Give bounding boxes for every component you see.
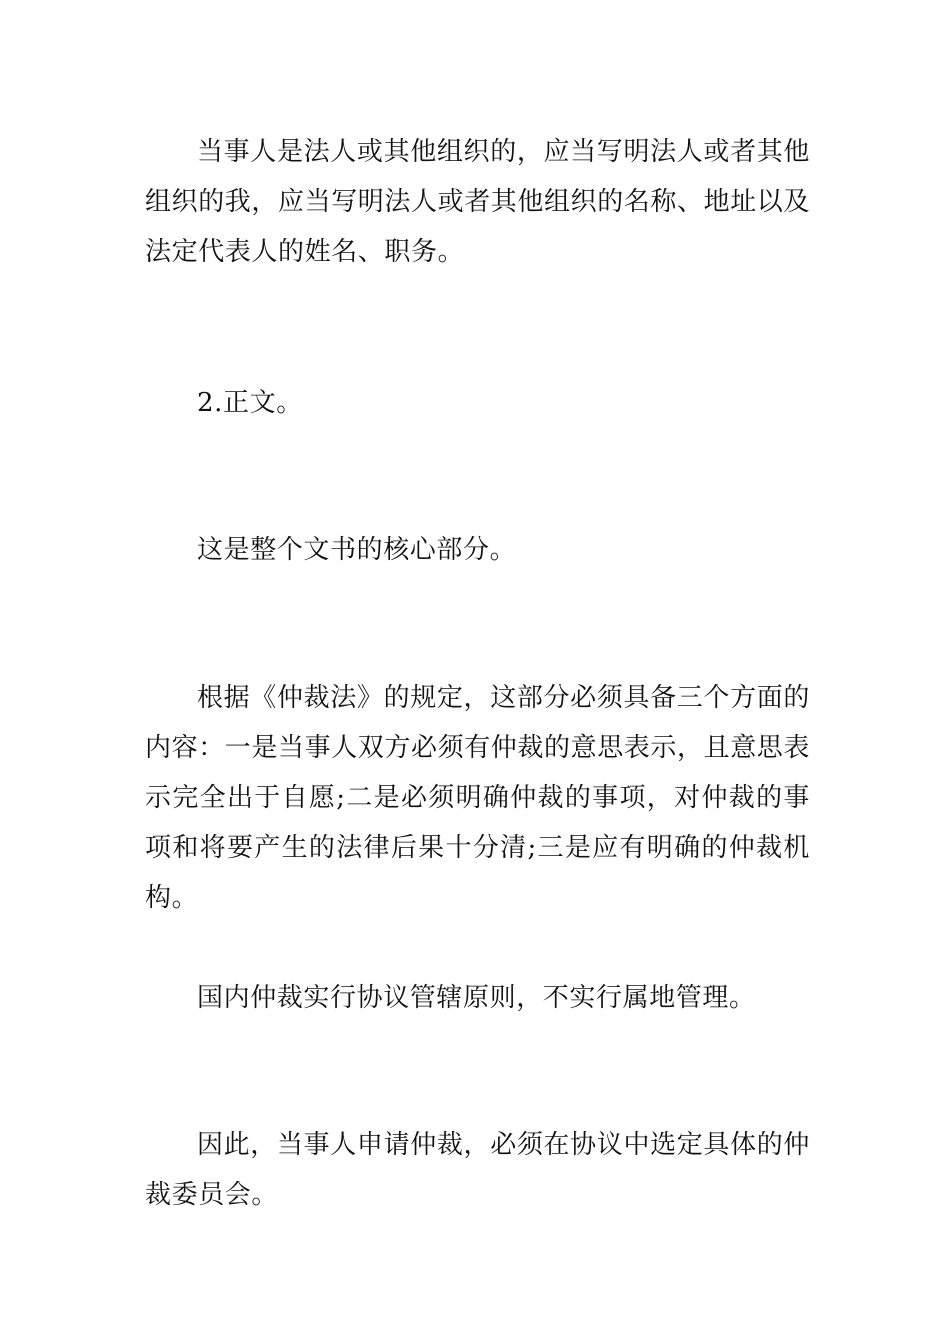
paragraph-arbitration-law-requirements: 根据《仲裁法》的规定，这部分必须具备三个方面的内容：一是当事人双方必须有仲裁的意思表示，且意思表示完全出于自愿;二是必须明确仲裁的事项，对仲裁的事项和将要产生的法律后果十分清;三是应有明确的仲裁机构。 xyxy=(145,683,811,913)
paragraph-core-part: 这是整个文书的核心部分。 xyxy=(197,535,517,565)
paragraph-legal-entity-info: 当事人是法人或其他组织的，应当写明法人或者其他组织的我，应当写明法人或者其他组织的名称、地址以及法定代表人的姓名、职务。 xyxy=(145,137,811,267)
section-heading-main-text: 2.正文。 xyxy=(197,388,303,418)
paragraph-select-commission: 因此，当事人申请仲裁，必须在协议中选定具体的仲裁委员会。 xyxy=(145,1130,810,1210)
paragraph-jurisdiction-principle: 国内仲裁实行协议管辖原则，不实行属地管理。 xyxy=(197,983,756,1013)
